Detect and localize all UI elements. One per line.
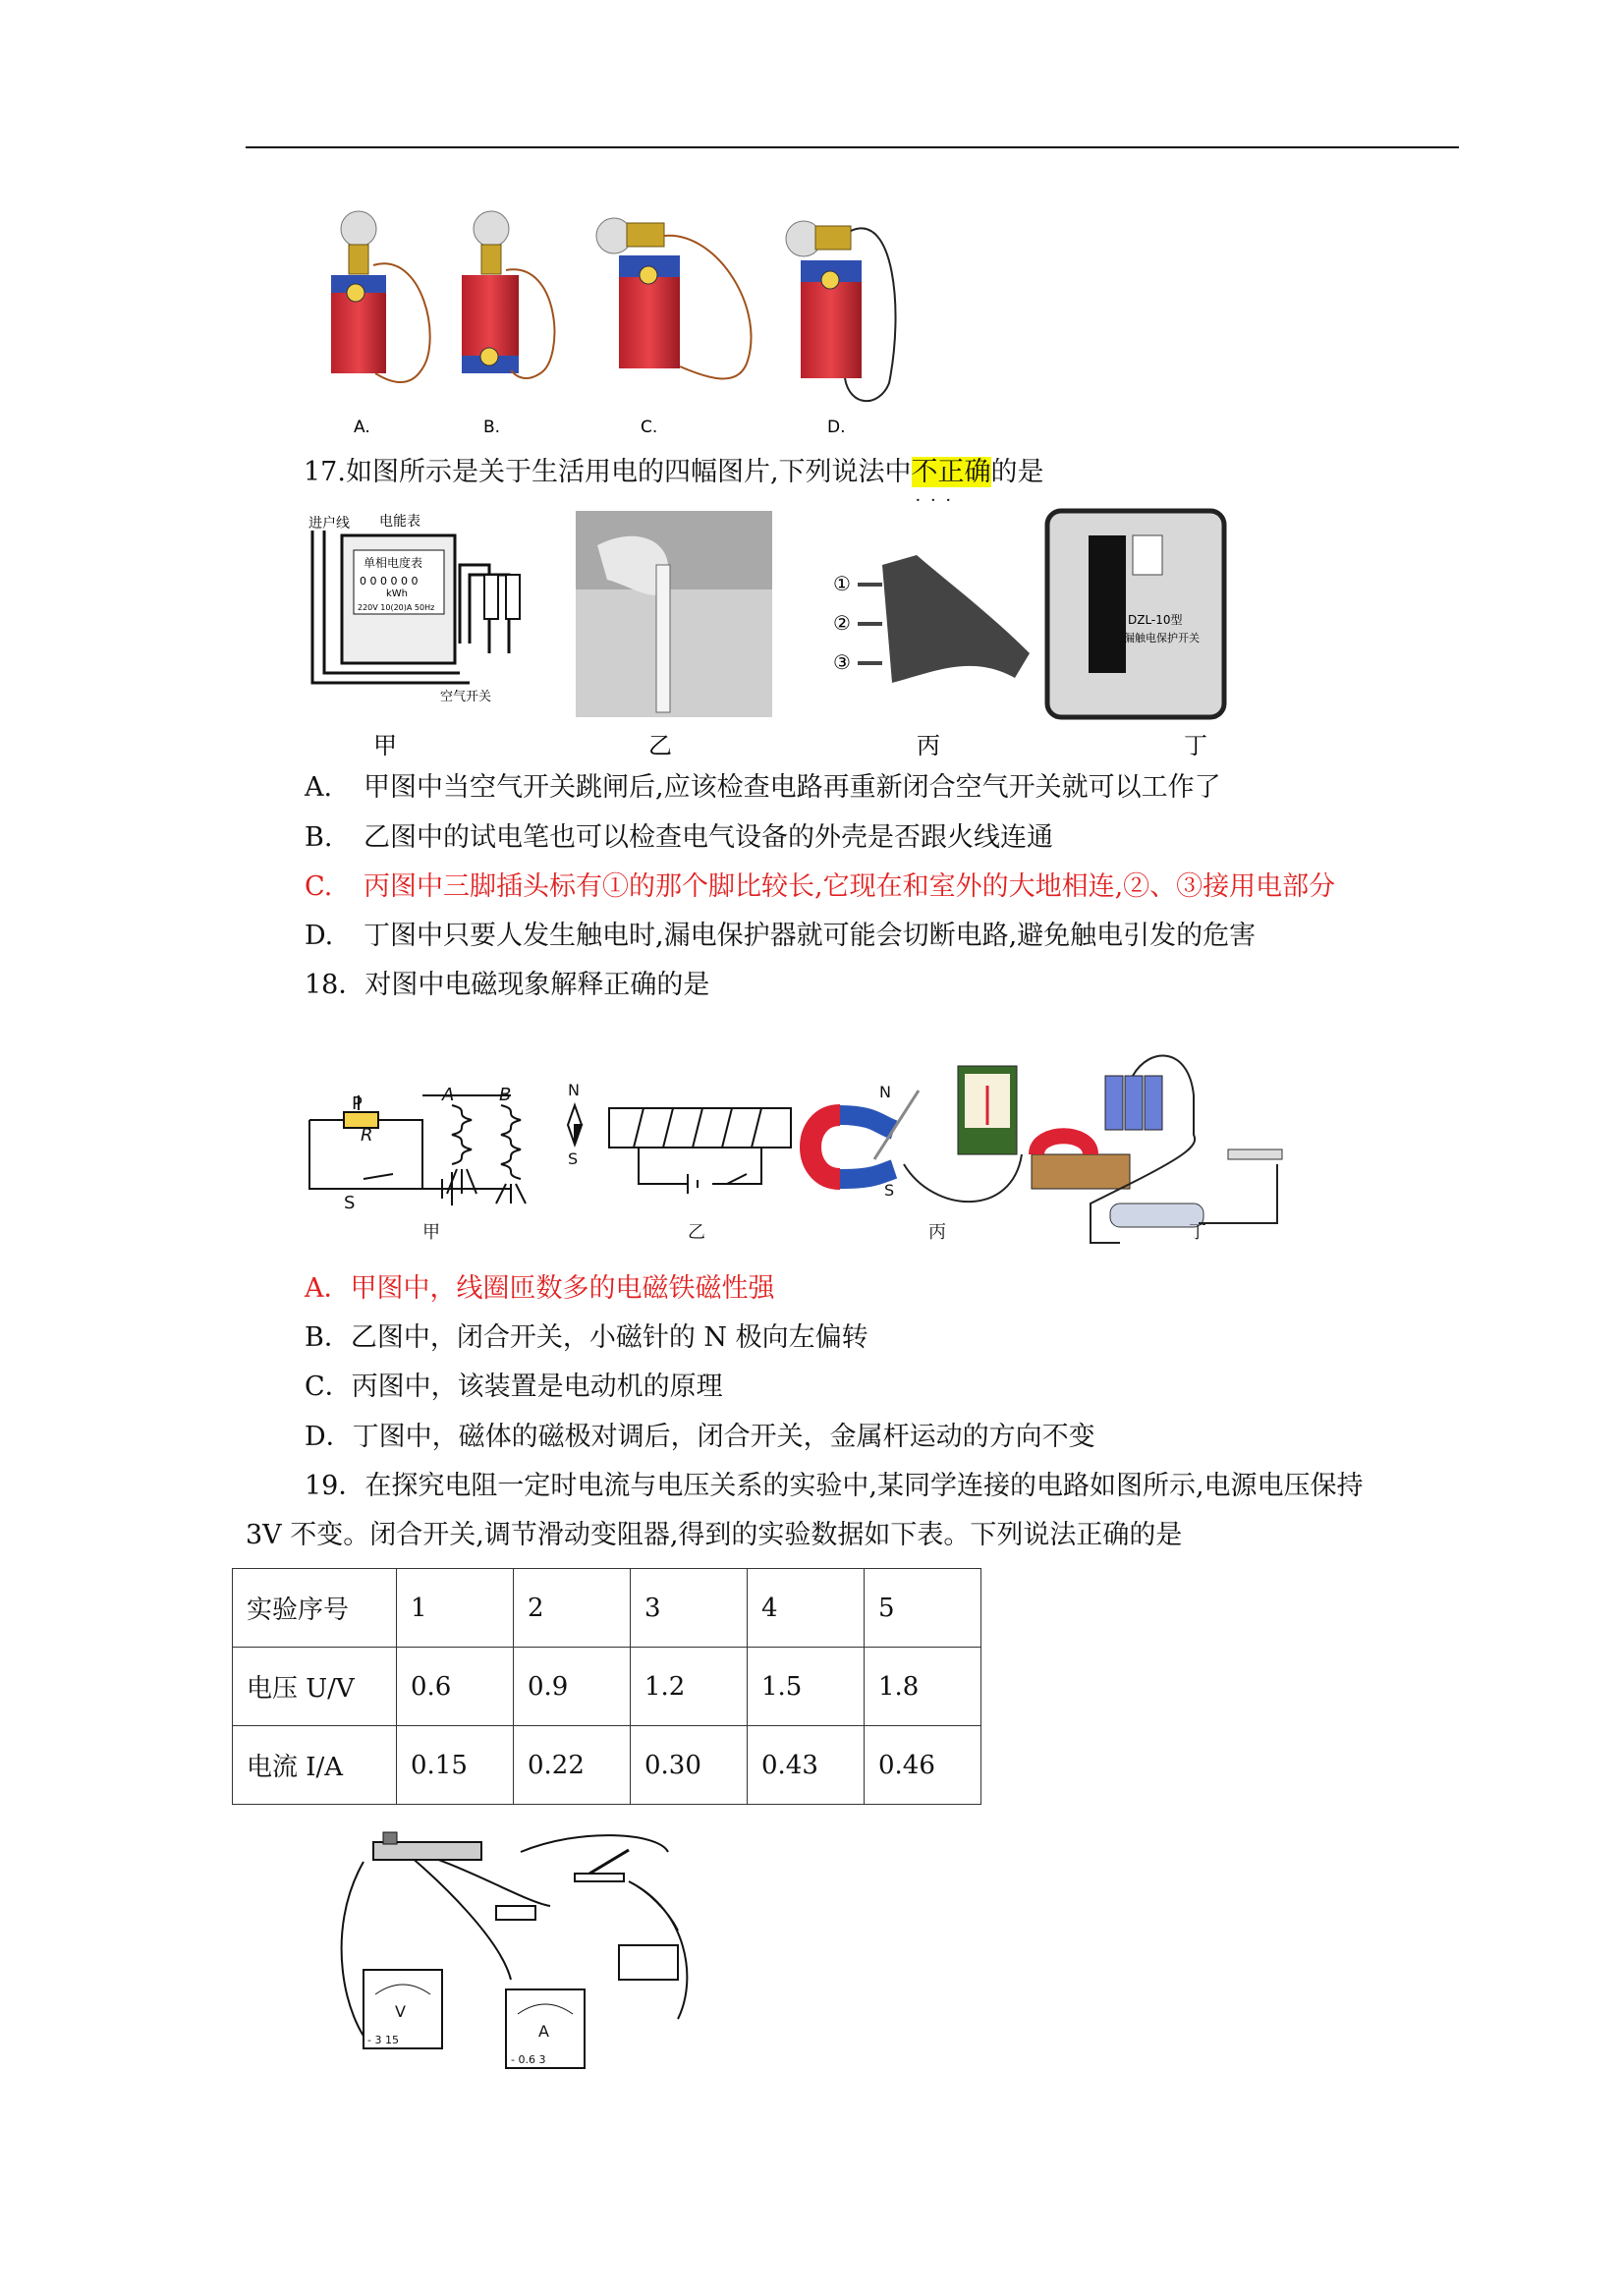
q18-caption-jia: 甲 — [422, 1222, 440, 1243]
q18-figure-solenoid — [568, 1081, 791, 1194]
q17-stem — [304, 456, 1044, 489]
q17-option-d: D. 丁图中只要人发生触电时,漏电保护器就可能会切断电路,避免触电引发的危害 — [305, 921, 1257, 951]
q19-stem-line1: 19．在探究电阻一定时电流与电压关系的实验中,某同学连接的电路如图所示,电源电压保持 — [305, 1471, 1364, 1501]
svg-text:0 0 0 0 0 0: 0 0 0 0 0 0 — [360, 575, 419, 588]
q17-caption-ding: 丁 — [1184, 732, 1207, 759]
q17-option-c: C. 丙图中三脚插头标有①的那个脚比较长,它现在和室外的大地相连,②、③接用电部分 — [305, 871, 1336, 902]
q16-circuit-d — [786, 221, 896, 401]
q17-stem-after: 的是 — [990, 457, 1044, 487]
svg-text:A: A — [538, 2022, 549, 2041]
voltmeter — [364, 1970, 442, 2048]
q18-caption-bing: 丙 — [928, 1222, 946, 1243]
q18-figures — [305, 1036, 1316, 1248]
svg-text:B: B — [499, 1085, 512, 1105]
svg-text:S: S — [344, 1193, 356, 1213]
q17-stem-before: 17.如图所示是关于生活用电的四幅图片,下列说法中 — [304, 457, 912, 487]
q17-option-a: A. 甲图中当空气开关跳闸后,应该检查电路再重新闭合空气开关就可以工作了 — [305, 772, 1221, 803]
q18-caption-ding: 丁 — [1189, 1222, 1206, 1243]
q17-caption-bing: 丙 — [917, 732, 940, 759]
q17-option-b: B. 乙图中的试电笔也可以检查电气设备的外壳是否跟火线连通 — [305, 822, 1053, 853]
q17-figures — [303, 506, 1236, 759]
ammeter — [506, 1989, 585, 2068]
q18-option-d: D．丁图中，磁体的磁极对调后，闭合开关，金属杆运动的方向不变 — [305, 1422, 1095, 1452]
q17-figure-meter — [308, 513, 520, 704]
q16-label-b: B. — [483, 418, 501, 437]
svg-text:- 0.6 3: - 0.6 3 — [511, 2053, 546, 2066]
q16-label-a: A. — [354, 418, 370, 437]
q16-label-d: D. — [827, 418, 846, 437]
q19-stem-line2: 3V 不变。闭合开关,调节滑动变阻器,得到的实验数据如下表。下列说法正确的是 — [246, 1520, 1183, 1550]
q16-label-c: C. — [641, 418, 658, 437]
q17-stem-highlight: 不正确 · · · — [912, 457, 991, 487]
svg-text:DZL-10型: DZL-10型 — [1128, 613, 1183, 627]
q18-caption-yi: 乙 — [688, 1222, 705, 1243]
svg-text:进户线: 进户线 — [308, 516, 350, 532]
q18-figure-electromagnets — [309, 1085, 526, 1213]
svg-text:kWh: kWh — [386, 588, 409, 599]
svg-text:N: N — [568, 1081, 580, 1099]
q16-circuit-a — [331, 211, 430, 382]
svg-text:②: ② — [833, 611, 851, 635]
q19-data-table — [232, 1568, 981, 1805]
q18-option-a: A．甲图中，线圈匝数多的电磁铁磁性强 — [305, 1273, 775, 1304]
q18-option-c: C．丙图中，该装置是电动机的原理 — [305, 1372, 723, 1402]
q17-figure-plug — [833, 555, 1030, 683]
svg-text:S: S — [568, 1149, 579, 1168]
q16-circuit-c — [596, 218, 752, 378]
q18-figure-motor — [1032, 1056, 1282, 1243]
q18-option-b: B．乙图中，闭合开关，小磁针的 N 极向左偏转 — [305, 1322, 868, 1353]
q17-caption-yi: 乙 — [648, 732, 672, 759]
svg-text:①: ① — [833, 572, 851, 595]
q16-circuit-b — [462, 211, 554, 378]
q17-caption-jia: 甲 — [373, 732, 397, 759]
table-row: 电流 I/A 0.15 0.22 0.30 0.43 0.46 — [233, 1726, 981, 1805]
q18-stem: 18．对图中电磁现象解释正确的是 — [305, 970, 710, 1000]
svg-text:P: P — [352, 1093, 363, 1114]
svg-text:V: V — [395, 2002, 406, 2021]
table-row: 电压 U/V 0.6 0.9 1.2 1.5 1.8 — [233, 1648, 981, 1726]
table-row: 实验序号 1 2 3 4 5 — [233, 1569, 981, 1648]
q17-figure-test-pen — [576, 511, 772, 717]
svg-text:220V 10(20)A 50Hz: 220V 10(20)A 50Hz — [358, 603, 435, 612]
q17-figure-rcd — [1047, 511, 1224, 717]
svg-text:S: S — [884, 1181, 895, 1200]
q16-figure — [314, 201, 923, 442]
header-rule — [246, 146, 1459, 148]
svg-text:漏触电保护开关: 漏触电保护开关 — [1124, 632, 1200, 644]
svg-text:电能表: 电能表 — [379, 514, 420, 530]
svg-text:R: R — [361, 1125, 373, 1146]
svg-text:- 3 15: - 3 15 — [367, 2034, 399, 2046]
svg-text:③: ③ — [833, 650, 851, 674]
svg-text:N: N — [879, 1083, 891, 1101]
svg-text:单相电度表: 单相电度表 — [364, 556, 423, 570]
q18-figure-generator — [811, 1066, 1022, 1202]
svg-text:空气开关: 空气开关 — [440, 690, 492, 704]
q19-circuit-figure — [334, 1822, 727, 2093]
svg-text:A: A — [442, 1085, 455, 1105]
